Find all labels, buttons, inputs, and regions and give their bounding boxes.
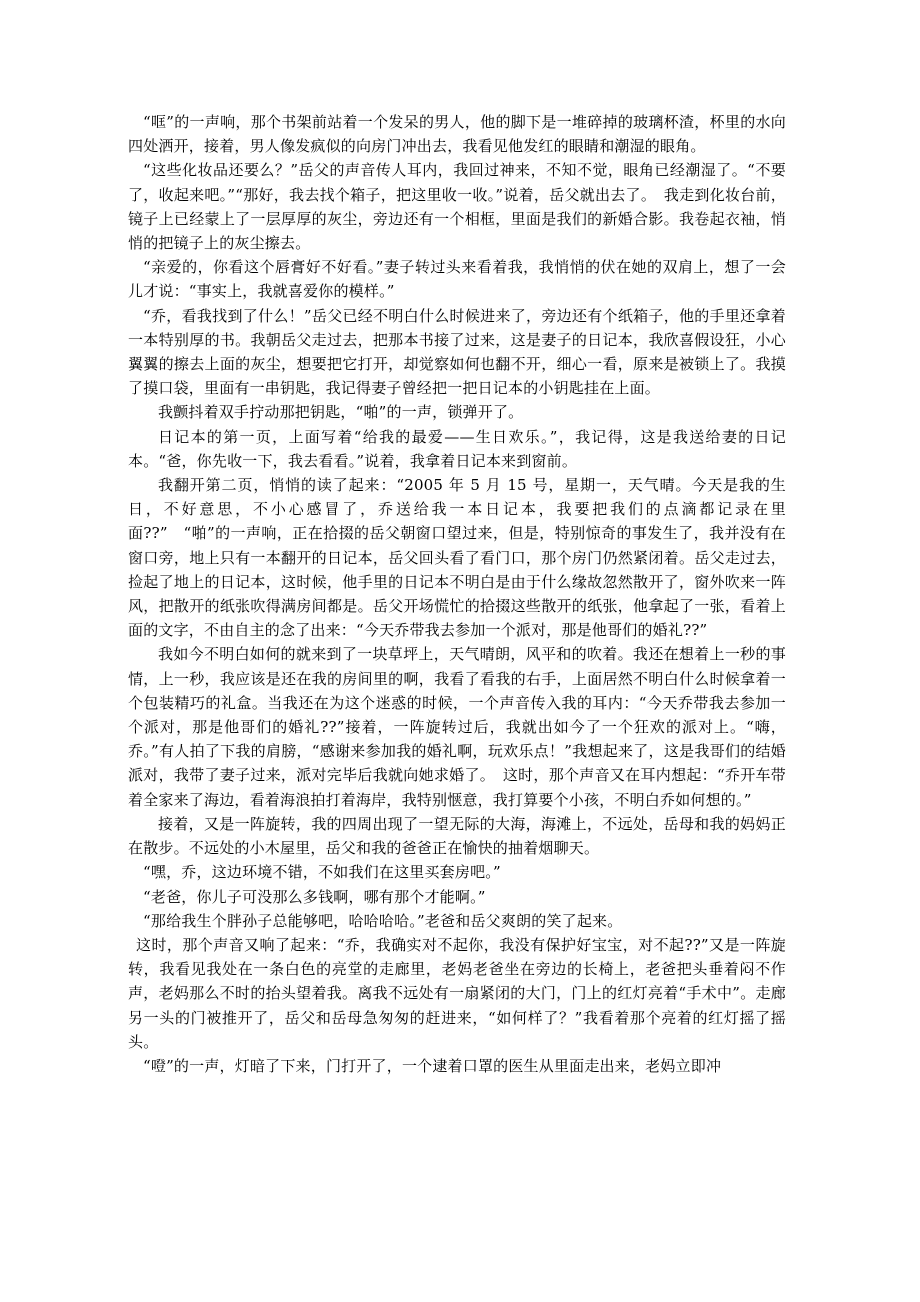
paragraph: “乔，看我找到了什么！”岳父已经不明白什么时候进来了，旁边还有个纸箱子，他的手里还拿着一本特别厚的书。我朝岳父走过去，把那本书接了过来，这是妻子的日记本，我欣喜假设狂，小心翼翼的擦去上面的灰尘，想要把它打开，却觉察如何也翻不开，细心一看，原来是被锁上了。我摸了摸口袋，里面有一串钥匙，我记得妻子曾经把一把日记本的小钥匙挂在上面。 (128, 306, 786, 398)
paragraph: 接着，又是一阵旋转，我的四周出现了一望无际的大海，海滩上，不远处，岳母和我的妈妈正在散步。不远处的小木屋里，岳父和我的爸爸正在愉快的抽着烟聊天。 (128, 814, 786, 858)
paragraph: “亲爱的，你看这个唇膏好不好看。”妻子转过头来看着我，我悄悄的伏在她的双肩上，想了一会儿才说：“事实上，我就喜爱你的模样。” (128, 258, 786, 301)
paragraph: 这时，那个声音又响了起来：“乔，我确实对不起你，我没有保护好宝宝，对不起??”又是一阵旋转，我看见我处在一条白色的亮堂的走廊里，老妈老爸坐在旁边的长椅上，老爸把头垂着闷不作声，老妈那么不时的抬头望着我。离我不远处有一扇紧闭的大门，门上的红灯亮着“手术中”。走廊另一头的门被推开了，岳父和岳母急匆匆的赶进来，“如何样了？”我看着那个亮着的红灯摇了摇头。 (128, 935, 786, 1051)
paragraph: 我颤抖着双手拧动那把钥匙，“啪”的一声，锁弹开了。 (158, 403, 524, 422)
paragraph: “哐”的一声响，那个书架前站着一个发呆的男人，他的脚下是一堆碎掉的玻璃杯渣，杯里的水向四处洒开，接着，男人像发疯似的向房门冲出去，我看见他发红的眼睛和潮湿的眼角。 (128, 113, 786, 156)
paragraph: “那给我生个胖孙子总能够吧，哈哈哈哈。”老爸和岳父爽朗的笑了起来。 (143, 911, 623, 930)
document-body (128, 110, 786, 1078)
paragraph: “这些化妆品还要么？”岳父的声音传人耳内，我回过神来，不知不觉，眼角已经潮湿了。“不要了，收起来吧。”“那好，我去找个箱子，把这里收一收。”说着，岳父就出去了。 我走到化妆台前，镜子上已经蒙上了一层厚厚的灰尘，旁边还有一个相框，里面是我们的新婚合影。我卷起衣袖，悄悄的把镜子上的灰尘擦去。 (128, 161, 786, 253)
paragraph: “老爸，你儿子可没那么多钱啊，哪有那个才能啊。” (143, 887, 486, 906)
paragraph: 我如今不明白如何的就来到了一块草坪上，天气晴朗，风平和的吹着。我还在想着上一秒的事情，上一秒，我应该是还在我的房间里的啊，我看了看我的右手，上面居然不明白什么时候拿着一个包装精巧的礼盒。当我还在为这个迷惑的时候，一个声音传入我的耳内：“今天乔带我去参加一个派对，那是他哥们的婚礼??”接着，一阵旋转过后，我就出如今了一个狂欢的派对上。“嗨，乔。”有人拍了下我的肩膀，“感谢来参加我的婚礼啊，玩欢乐点！”我想起来了，这是我哥们的结婚派对，我带了妻子过来，派对完毕后我就向她求婚了。 这时，那个声音又在耳内想起：“乔开车带着全家来了海边，看着海浪拍打着海岸，我特别惬意，我打算要个小孩，不明白乔如何想的。” (128, 645, 786, 809)
paragraph: “嘿，乔，这边环境不错，不如我们在这里买套房吧。” (143, 863, 501, 882)
paragraph: 我翻开第二页，悄悄的读了起来：“2005 年 5 月 15 号，星期一，天气晴。今天是我的生日，不好意思，不小心感冒了，乔送给我一本日记本，我要把我们的点滴都记录在里面??” “啪”的一声响，正在拾掇的岳父朝窗口望过来，但是，特别惊奇的事发生了，我并没有在窗口旁，地上只有一本翻开的日记本，岳父回头看了看门口，那个房门仍然紧闭着。岳父走过去，捡起了地上的日记本，这时候，他手里的日记本不明白是由于什么缘故忽然散开了，窗外吹来一阵风，把散开的纸张吹得满房间都是。岳父开场慌忙的拾掇这些散开的纸张，他拿起了一张，看着上面的文字，不由自主的念了出来：“今天乔带我去参加一个派对，那是他哥们的婚礼??” (128, 476, 786, 640)
paragraph: “噔”的一声，灯暗了下来，门打开了，一个逮着口罩的医生从里面走出来，老妈立即冲 (143, 1056, 722, 1075)
paragraph: 日记本的第一页，上面写着“给我的最爱——生日欢乐。”，我记得，这是我送给妻的日记本。“爸，你先收一下，我去看看。”说着，我拿着日记本来到窗前。 (128, 427, 786, 470)
